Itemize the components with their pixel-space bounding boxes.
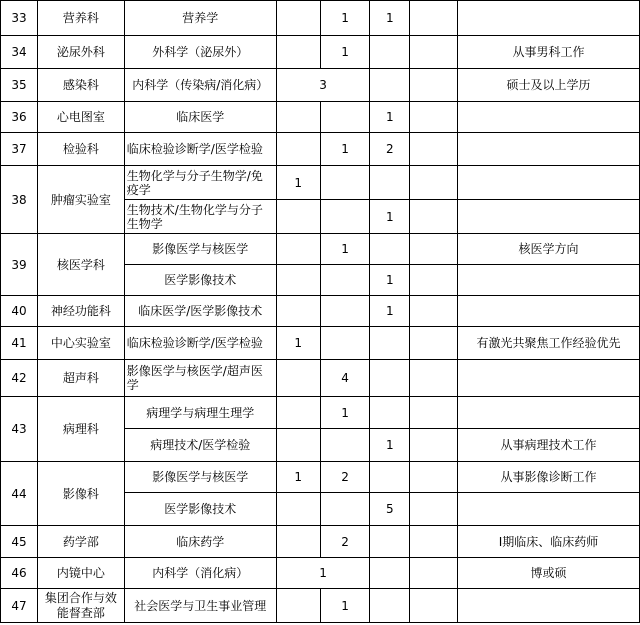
table-row [1,1,640,36]
department-cell: 超声科 [37,360,124,397]
major-cell: 病理技术/医学检验 [124,429,276,462]
table-row [1,462,640,493]
remark-cell [458,296,640,327]
department-cell: 神经功能科 [37,296,124,327]
remark-cell: Ⅰ期临床、临床药师 [458,526,640,558]
count-cell: 1 [370,296,410,327]
row-number: 47 [1,589,38,623]
remark-cell: 从事男科工作 [458,36,640,69]
count-cell [410,36,458,69]
department-cell: 检验科 [37,133,124,166]
row-number: 44 [1,462,38,526]
count-cell [320,296,370,327]
row-number: 40 [1,296,38,327]
department-cell: 肿瘤实验室 [37,166,124,234]
row-number: 33 [1,1,38,36]
major-cell: 病理学与病理生理学 [124,397,276,429]
count-cell [276,36,320,69]
count-cell: 3 [276,69,370,102]
department-cell: 药学部 [37,526,124,558]
count-cell [410,429,458,462]
count-cell: 2 [320,526,370,558]
table-row [1,69,640,102]
major-cell: 临床医学/医学影像技术 [124,296,276,327]
remark-cell [458,102,640,133]
count-cell [370,462,410,493]
row-number: 39 [1,234,38,296]
row-number: 36 [1,102,38,133]
count-cell [370,558,410,589]
count-cell [320,200,370,234]
count-cell [276,200,320,234]
count-cell [410,69,458,102]
row-number: 42 [1,360,38,397]
count-cell [410,166,458,200]
remark-cell [458,133,640,166]
count-cell [320,429,370,462]
major-cell: 影像医学与核医学 [124,462,276,493]
count-cell [410,102,458,133]
count-cell [410,296,458,327]
major-cell: 医学影像技术 [124,265,276,296]
row-number: 43 [1,397,38,462]
count-cell [410,265,458,296]
count-cell [410,462,458,493]
major-cell: 社会医学与卫生事业管理 [124,589,276,623]
count-cell [410,360,458,397]
department-cell: 核医学科 [37,234,124,296]
department-cell: 感染科 [37,69,124,102]
count-cell [370,589,410,623]
department-cell: 内镜中心 [37,558,124,589]
count-cell [276,397,320,429]
remark-cell [458,360,640,397]
count-cell [320,166,370,200]
count-cell: 4 [320,360,370,397]
department-cell: 泌尿外科 [37,36,124,69]
table-row [1,102,640,133]
remark-cell: 硕士及以上学历 [458,69,640,102]
table-row [1,234,640,265]
count-cell [320,493,370,526]
count-cell [410,589,458,623]
count-cell [410,493,458,526]
count-cell [370,166,410,200]
table-body [1,1,640,623]
count-cell: 1 [320,397,370,429]
count-cell: 1 [320,234,370,265]
major-cell: 医学影像技术 [124,493,276,526]
major-cell: 影像医学与核医学/超声医学 [124,360,276,397]
count-cell: 1 [276,166,320,200]
major-cell: 营养学 [124,1,276,36]
remark-cell [458,493,640,526]
remark-cell [458,200,640,234]
table-row [1,360,640,397]
major-cell: 外科学（泌尿外） [124,36,276,69]
count-cell: 1 [370,200,410,234]
count-cell: 1 [276,558,370,589]
count-cell [410,1,458,36]
table-row [1,526,640,558]
major-cell: 临床药学 [124,526,276,558]
major-cell: 生物技术/生物化学与分子生物学 [124,200,276,234]
count-cell [370,526,410,558]
table-row [1,166,640,200]
remark-cell [458,589,640,623]
table-row [1,558,640,589]
table-row [1,36,640,69]
count-cell: 1 [370,102,410,133]
count-cell: 2 [370,133,410,166]
major-cell: 临床检验诊断学/医学检验 [124,133,276,166]
remark-cell: 从事病理技术工作 [458,429,640,462]
table-row [1,133,640,166]
remark-cell [458,397,640,429]
department-cell: 影像科 [37,462,124,526]
count-cell [370,360,410,397]
count-cell [276,526,320,558]
row-number: 34 [1,36,38,69]
department-cell: 中心实验室 [37,327,124,360]
count-cell [370,69,410,102]
count-cell: 2 [320,462,370,493]
count-cell [276,589,320,623]
count-cell: 1 [320,133,370,166]
count-cell [276,296,320,327]
row-number: 41 [1,327,38,360]
department-cell: 营养科 [37,1,124,36]
count-cell [370,36,410,69]
major-cell: 生物化学与分子生物学/免疫学 [124,166,276,200]
count-cell [410,234,458,265]
department-cell: 病理科 [37,397,124,462]
count-cell [410,133,458,166]
count-cell: 1 [320,36,370,69]
count-cell [276,133,320,166]
remark-cell: 有激光共聚焦工作经验优先 [458,327,640,360]
count-cell [276,234,320,265]
remark-cell [458,265,640,296]
count-cell: 1 [370,1,410,36]
major-cell: 临床医学 [124,102,276,133]
remark-cell: 核医学方向 [458,234,640,265]
row-number: 37 [1,133,38,166]
count-cell [276,102,320,133]
count-cell [276,265,320,296]
department-cell: 集团合作与效能督查部 [37,589,124,623]
major-cell: 内科学（消化病） [124,558,276,589]
count-cell [370,397,410,429]
table-row [1,327,640,360]
count-cell: 1 [370,429,410,462]
count-cell [410,397,458,429]
row-number: 46 [1,558,38,589]
count-cell [410,526,458,558]
count-cell: 1 [320,589,370,623]
major-cell: 内科学（传染病/消化病） [124,69,276,102]
row-number: 35 [1,69,38,102]
count-cell [320,102,370,133]
row-number: 38 [1,166,38,234]
count-cell [410,200,458,234]
count-cell [276,1,320,36]
count-cell [276,493,320,526]
table-row [1,589,640,623]
count-cell: 1 [276,327,320,360]
count-cell: 1 [370,265,410,296]
remark-cell [458,1,640,36]
department-cell: 心电图室 [37,102,124,133]
count-cell [370,327,410,360]
count-cell [320,265,370,296]
count-cell [276,429,320,462]
row-number: 45 [1,526,38,558]
count-cell [320,327,370,360]
remark-cell: 博或硕 [458,558,640,589]
count-cell [370,234,410,265]
remark-cell [458,166,640,200]
count-cell [410,558,458,589]
count-cell: 1 [320,1,370,36]
count-cell: 5 [370,493,410,526]
table-row [1,296,640,327]
count-cell [410,327,458,360]
count-cell: 1 [276,462,320,493]
remark-cell: 从事影像诊断工作 [458,462,640,493]
major-cell: 临床检验诊断学/医学检验 [124,327,276,360]
count-cell [276,360,320,397]
table-row [1,397,640,429]
major-cell: 影像医学与核医学 [124,234,276,265]
